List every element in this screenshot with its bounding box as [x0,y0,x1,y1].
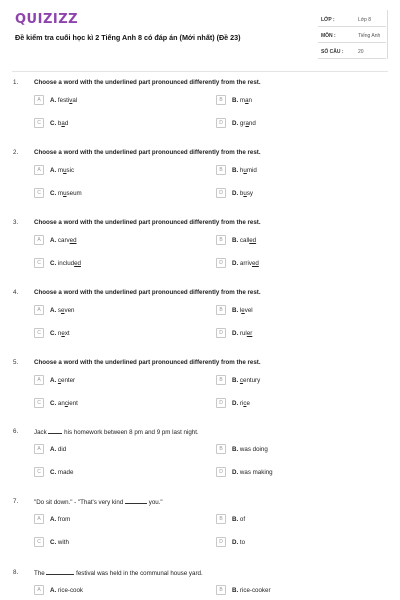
option-text [232,190,253,197]
option-word-part: seum [66,190,82,197]
option-word-part: ri [239,400,244,407]
option-word-part: b [57,120,62,127]
underlined-sound: u [243,167,247,174]
option-word-part: sic [66,167,75,174]
option-word-part: xt [64,330,70,337]
underlined-sound: er [246,330,253,337]
option-letter-box: B [216,165,226,175]
underlined-sound: c [57,377,62,384]
option-word-part: enter [61,377,76,384]
option-word-part: nd [248,120,256,127]
meta-key: SỐ CÂU : [321,49,344,55]
meta-row-class [318,12,386,27]
option-label: A. [50,587,58,594]
option-letter-box: C [34,537,44,547]
option-word-part: with [57,539,69,546]
option-label: B. [232,237,240,244]
document-title: Đề kiểm tra cuối học kì 2 Tiếng Anh 8 có đáp án (Mới nhất) (Đề 23) [15,33,241,42]
option-text [50,307,74,314]
option-label: C. [50,400,58,407]
option-label: B. [232,97,240,104]
question-number: 2. [13,149,19,156]
question-item [0,569,400,600]
option-text [50,400,78,407]
option-letter-box: A [34,235,44,245]
option-word-part: m [57,190,64,197]
option-text [232,539,245,546]
question-text-segment: Jack [34,429,49,436]
option-word-part: gr [239,120,246,127]
underlined-sound: u [63,190,67,197]
question-text-segment: Choose a word with the underlined part pronounced differently from the rest. [34,289,261,296]
question-text [34,359,261,366]
question-text-segment: Choose a word with the underlined part pronounced differently from the rest. [34,359,261,366]
option-label: C. [50,539,58,546]
option-word-part: of [239,516,246,523]
option-text [50,237,77,244]
option-word-part: includ [57,260,75,267]
option-letter-box: A [34,514,44,524]
question-text-segment: festival was held in the communal house yard. [74,570,203,577]
option-label: D. [232,330,240,337]
quizizz-logo: QUIZIZZ [15,12,79,27]
option-text [50,587,83,594]
option-word-part: m [57,167,64,174]
option-word-part: carv [57,237,70,244]
option-letter-box: B [216,375,226,385]
option-word-part: was doing [239,446,268,453]
option-word-part: b [239,190,244,197]
underlined-sound: c [64,400,68,407]
option-label: C. [50,330,58,337]
meta-key: MÔN : [321,33,336,39]
option-letter-box: D [216,118,226,128]
option-label: A. [50,237,58,244]
option-word-part: did [57,446,67,453]
option-word-part: an [57,400,65,407]
option-label: D. [232,190,240,197]
underlined-sound: ed [249,237,257,244]
option-text [232,330,252,337]
option-label: C. [50,190,58,197]
option-text [50,260,81,267]
option-text [232,516,245,523]
underlined-sound: e [241,307,245,314]
option-letter-box: C [34,467,44,477]
question-item [0,149,400,219]
option-letter-box: B [216,95,226,105]
option-word-part: ient [67,400,78,407]
option-label: A. [50,307,58,314]
option-text [232,167,257,174]
question-number: 7. [13,498,19,505]
option-letter-box: A [34,444,44,454]
question-text [34,219,261,226]
underlined-sound: e [61,330,65,337]
option-text [232,400,250,407]
option-word-part: n [248,97,252,104]
option-letter-box: A [34,585,44,595]
underlined-sound: c [239,377,244,384]
option-text [232,469,273,476]
option-word-part: al [72,97,78,104]
question-item [0,498,400,568]
option-word-part: made [57,469,74,476]
option-letter-box: D [216,398,226,408]
option-text [232,120,256,127]
option-word-part: e [246,400,250,407]
option-label: B. [232,307,240,314]
option-letter-box: C [34,258,44,268]
option-letter-box: D [216,467,226,477]
option-label: D. [232,260,240,267]
option-word-part: rul [239,330,247,337]
option-label: A. [50,377,58,384]
option-label: B. [232,167,240,174]
option-text [232,260,259,267]
answer-blank [46,569,74,575]
option-letter-box: D [216,328,226,338]
option-word-part: arriv [239,260,252,267]
option-word-part: sy [246,190,254,197]
option-text [232,307,253,314]
option-text [232,97,252,104]
option-label: B. [232,587,240,594]
option-text [50,469,73,476]
option-text [232,377,260,384]
meta-row-subject [318,28,386,43]
question-number: 1. [13,79,19,86]
option-label: B. [232,377,240,384]
option-label: D. [232,120,240,127]
meta-box [316,10,388,59]
option-letter-box: D [216,188,226,198]
answer-blank [125,498,147,504]
meta-key: LỚP : [321,17,335,23]
option-label: B. [232,446,240,453]
document-header [0,0,400,70]
underlined-sound: ed [69,237,77,244]
option-word-part: rice-cook [57,587,84,594]
option-label: A. [50,446,58,453]
option-letter-box: B [216,305,226,315]
question-number: 8. [13,569,19,576]
option-letter-box: C [34,188,44,198]
question-text-segment: Choose a word with the underlined part pronounced differently from the rest. [34,149,261,156]
option-label: D. [232,400,240,407]
option-word-part: rice-cooker [239,587,271,594]
question-number: 5. [13,359,19,366]
question-text-segment: his homework between 8 pm and 9 pm last night. [62,429,199,436]
option-word-part: d [64,120,69,127]
underlined-sound: e [61,307,65,314]
question-text [34,79,261,86]
option-word-part: l [239,307,242,314]
option-label: C. [50,469,58,476]
option-letter-box: A [34,375,44,385]
meta-value: Tiếng Anh [358,33,381,39]
underlined-sound: ed [251,260,259,267]
option-letter-box: B [216,235,226,245]
option-word-part: vel [244,307,253,314]
option-text [232,587,271,594]
option-label: A. [50,167,58,174]
option-text [50,377,75,384]
underlined-sound: v [69,97,73,104]
underlined-sound: ed [74,260,81,267]
option-word-part: festi [57,97,70,104]
question-text [34,289,261,296]
underlined-sound: a [245,120,249,127]
question-item [0,79,400,149]
option-text [50,120,68,127]
option-letter-box: B [216,514,226,524]
option-label: C. [50,260,58,267]
question-item [0,428,400,498]
option-letter-box: B [216,585,226,595]
question-item [0,359,400,429]
option-text [50,97,77,104]
option-letter-box: A [34,305,44,315]
option-letter-box: C [34,398,44,408]
option-word-part: h [239,167,244,174]
option-word-part: from [57,516,71,523]
question-text-segment: Choose a word with the underlined part pronounced differently from the rest. [34,219,261,226]
option-text [50,190,82,197]
option-letter-box: A [34,95,44,105]
option-word-part: m [239,97,246,104]
option-letter-box: D [216,537,226,547]
option-word-part: call [239,237,250,244]
option-label: A. [50,516,58,523]
option-text [50,516,70,523]
option-word-part: to [239,539,246,546]
option-letter-box: D [216,258,226,268]
meta-row-count [318,44,386,59]
question-text-segment: you." [147,499,163,506]
question-item [0,289,400,359]
option-letter-box: C [34,328,44,338]
question-text [34,428,199,436]
option-letter-box: B [216,444,226,454]
question-text-segment: The [34,570,47,577]
option-letter-box: C [34,118,44,128]
option-text [50,330,70,337]
underlined-sound: c [243,400,247,407]
question-number: 6. [13,428,19,435]
option-word-part: entury [243,377,261,384]
question-text [34,498,163,506]
option-text [232,237,256,244]
answer-blank [48,428,62,434]
underlined-sound: a [61,120,65,127]
option-letter-box: A [34,165,44,175]
underlined-sound: a [245,97,249,104]
question-number: 4. [13,289,19,296]
underlined-sound: u [243,190,247,197]
option-label: D. [232,539,240,546]
option-text [50,167,74,174]
option-label: D. [232,469,240,476]
option-label: B. [232,516,240,523]
option-word-part: n [57,330,62,337]
option-label: C. [50,120,58,127]
underlined-sound: u [63,167,67,174]
header-divider [12,71,388,72]
meta-value: Lớp 8 [358,17,372,23]
option-word-part: was making [239,469,273,476]
meta-value: 20 [358,49,364,55]
question-text [34,569,203,577]
option-word-part: s [57,307,62,314]
option-label: A. [50,97,58,104]
option-word-part: ven [64,307,75,314]
option-text [232,446,268,453]
option-word-part: mid [246,167,257,174]
question-item [0,219,400,289]
question-text-segment: "Do sit down." - "That's very kind [34,499,125,506]
option-text [50,539,69,546]
question-number: 3. [13,219,19,226]
question-text-segment: Choose a word with the underlined part pronounced differently from the rest. [34,79,261,86]
option-text [50,446,66,453]
question-text [34,149,261,156]
